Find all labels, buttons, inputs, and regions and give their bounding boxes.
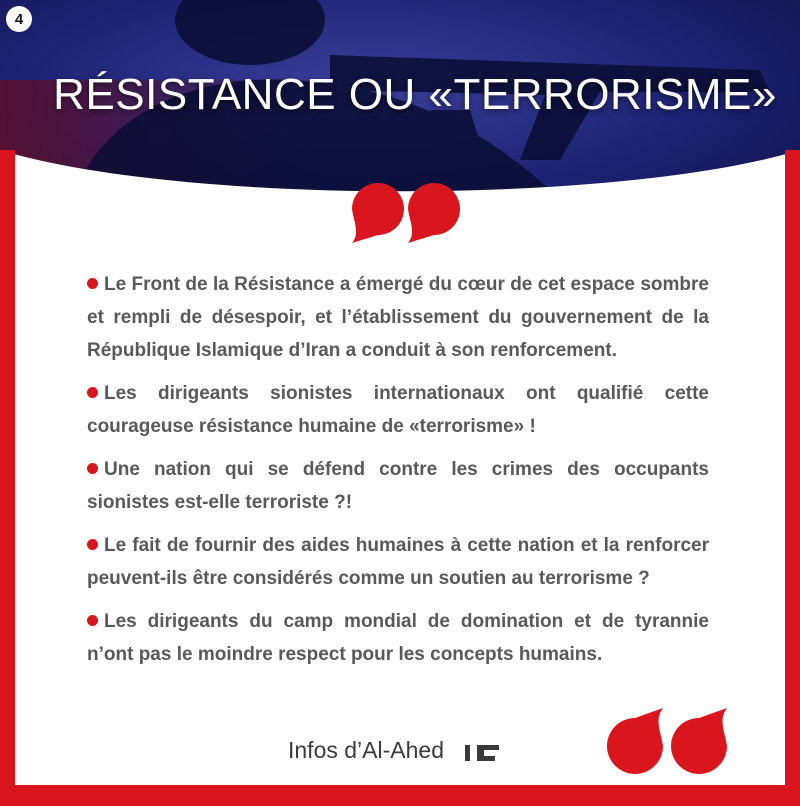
page-title: RÉSISTANCE OU «TERRORISME» (53, 70, 777, 119)
quote-close-icon (607, 708, 733, 774)
bullet-dot-icon (87, 278, 98, 289)
bullet-dot-icon (87, 539, 98, 550)
paragraph: Les dirigeants du camp mondial de domination et de tyrannie n’ont pas le moindre respect pour les concepts humains. (87, 611, 709, 665)
paragraph: Le fait de fournir des aides humaines à cette nation et la renforcer peuvent-ils être considérés comme un soutien au terrorisme ? (87, 535, 709, 589)
al-ahed-logo-icon (465, 740, 505, 766)
source-label: Infos d’Al-Ahed (288, 737, 444, 763)
paragraph: Les dirigeants sionistes internationaux ont qualifié cette courageuse résistance humaine de «terrorisme» ! (87, 383, 709, 437)
paragraph: Une nation qui se défend contre les crimes des occupants sionistes est-elle terroriste ?! (87, 459, 709, 513)
bullet-dot-icon (87, 463, 98, 474)
page-number-badge: 4 (6, 6, 32, 32)
bullet-dot-icon (87, 615, 98, 626)
body-text (87, 268, 709, 681)
bullet-dot-icon (87, 387, 98, 398)
paragraph: Le Front de la Résistance a émergé du cœur de cet espace sombre et rempli de désespoir, et l’établissement du gouvernement de la République Islamique d’Iran a conduit à son renforcement. (87, 274, 709, 361)
quote-open-icon (352, 183, 472, 243)
